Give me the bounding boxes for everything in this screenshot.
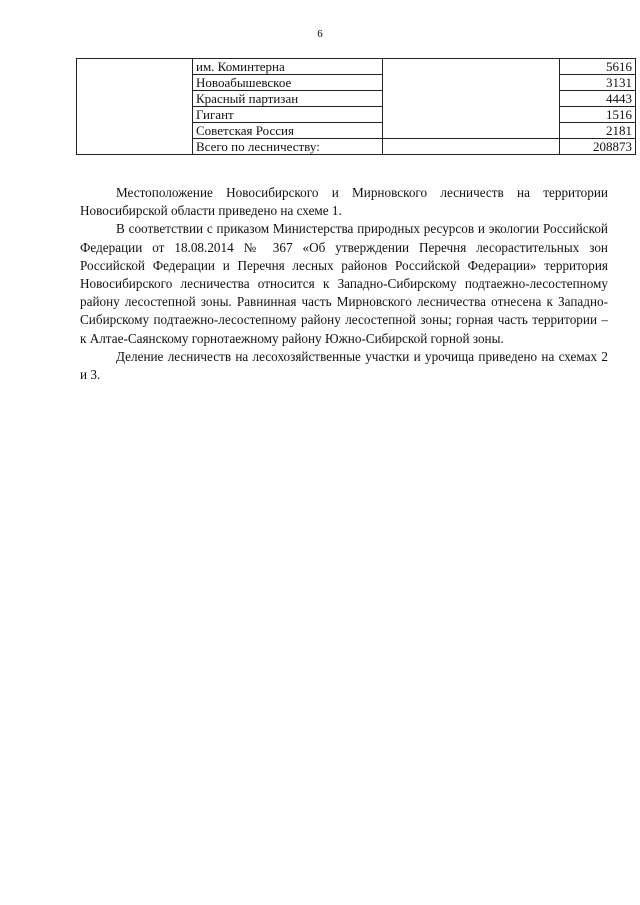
body-text bbox=[80, 184, 608, 384]
paragraph-location: Местоположение Новосибирского и Мирновского лесничеств на территории Новосибирской области приведено на схеме 1. bbox=[80, 185, 608, 219]
table-cell-value: 4443 bbox=[560, 91, 636, 107]
table-cell-value: 3131 bbox=[560, 75, 636, 91]
forest-table bbox=[76, 58, 636, 155]
page-number: 6 bbox=[317, 28, 323, 40]
table-total-label: Всего по лесничеству: bbox=[193, 139, 383, 155]
table-cell-value: 5616 bbox=[560, 59, 636, 75]
table-cell-value: 1516 bbox=[560, 107, 636, 123]
table-cell-name: Гигант bbox=[193, 107, 383, 123]
table-cell-empty bbox=[383, 139, 560, 155]
paragraph-division: Деление лесничеств на лесохозяйственные участки и урочища приведено на схемах 2 и 3. bbox=[80, 348, 608, 383]
table-cell-empty bbox=[383, 59, 560, 139]
table-cell-name: Новоабышевское bbox=[193, 75, 383, 91]
table-cell-name: им. Коминтерна bbox=[193, 59, 383, 75]
table-total-value: 208873 bbox=[560, 139, 636, 155]
table-row bbox=[77, 59, 636, 75]
table-cell-empty bbox=[77, 59, 193, 155]
table-cell-name: Красный партизан bbox=[193, 91, 383, 107]
table-cell-value: 2181 bbox=[560, 123, 636, 139]
table-cell-name: Советская Россия bbox=[193, 123, 383, 139]
paragraph-zoning: В соответствии с приказом Министерства природных ресурсов и экологии Российской Федерации от 18.08.2014 № 367 «Об утверждении Перечня лесорастительных зон Российской Федерации и Перечня лесных районов Российской Федерации» территория Новосибирского лесничества относится к Западно-Сибирскому подтаежно-лесостепному району лесостепной зоны. Равнинная часть Мирновского лесничества отнесена к Западно-Сибирскому подтаежно-лесостепному району лесостепной зоны; горная часть территории – к Алтае-Саянскому горнотаежному району Южно-Сибирской горной зоны. bbox=[80, 221, 608, 346]
